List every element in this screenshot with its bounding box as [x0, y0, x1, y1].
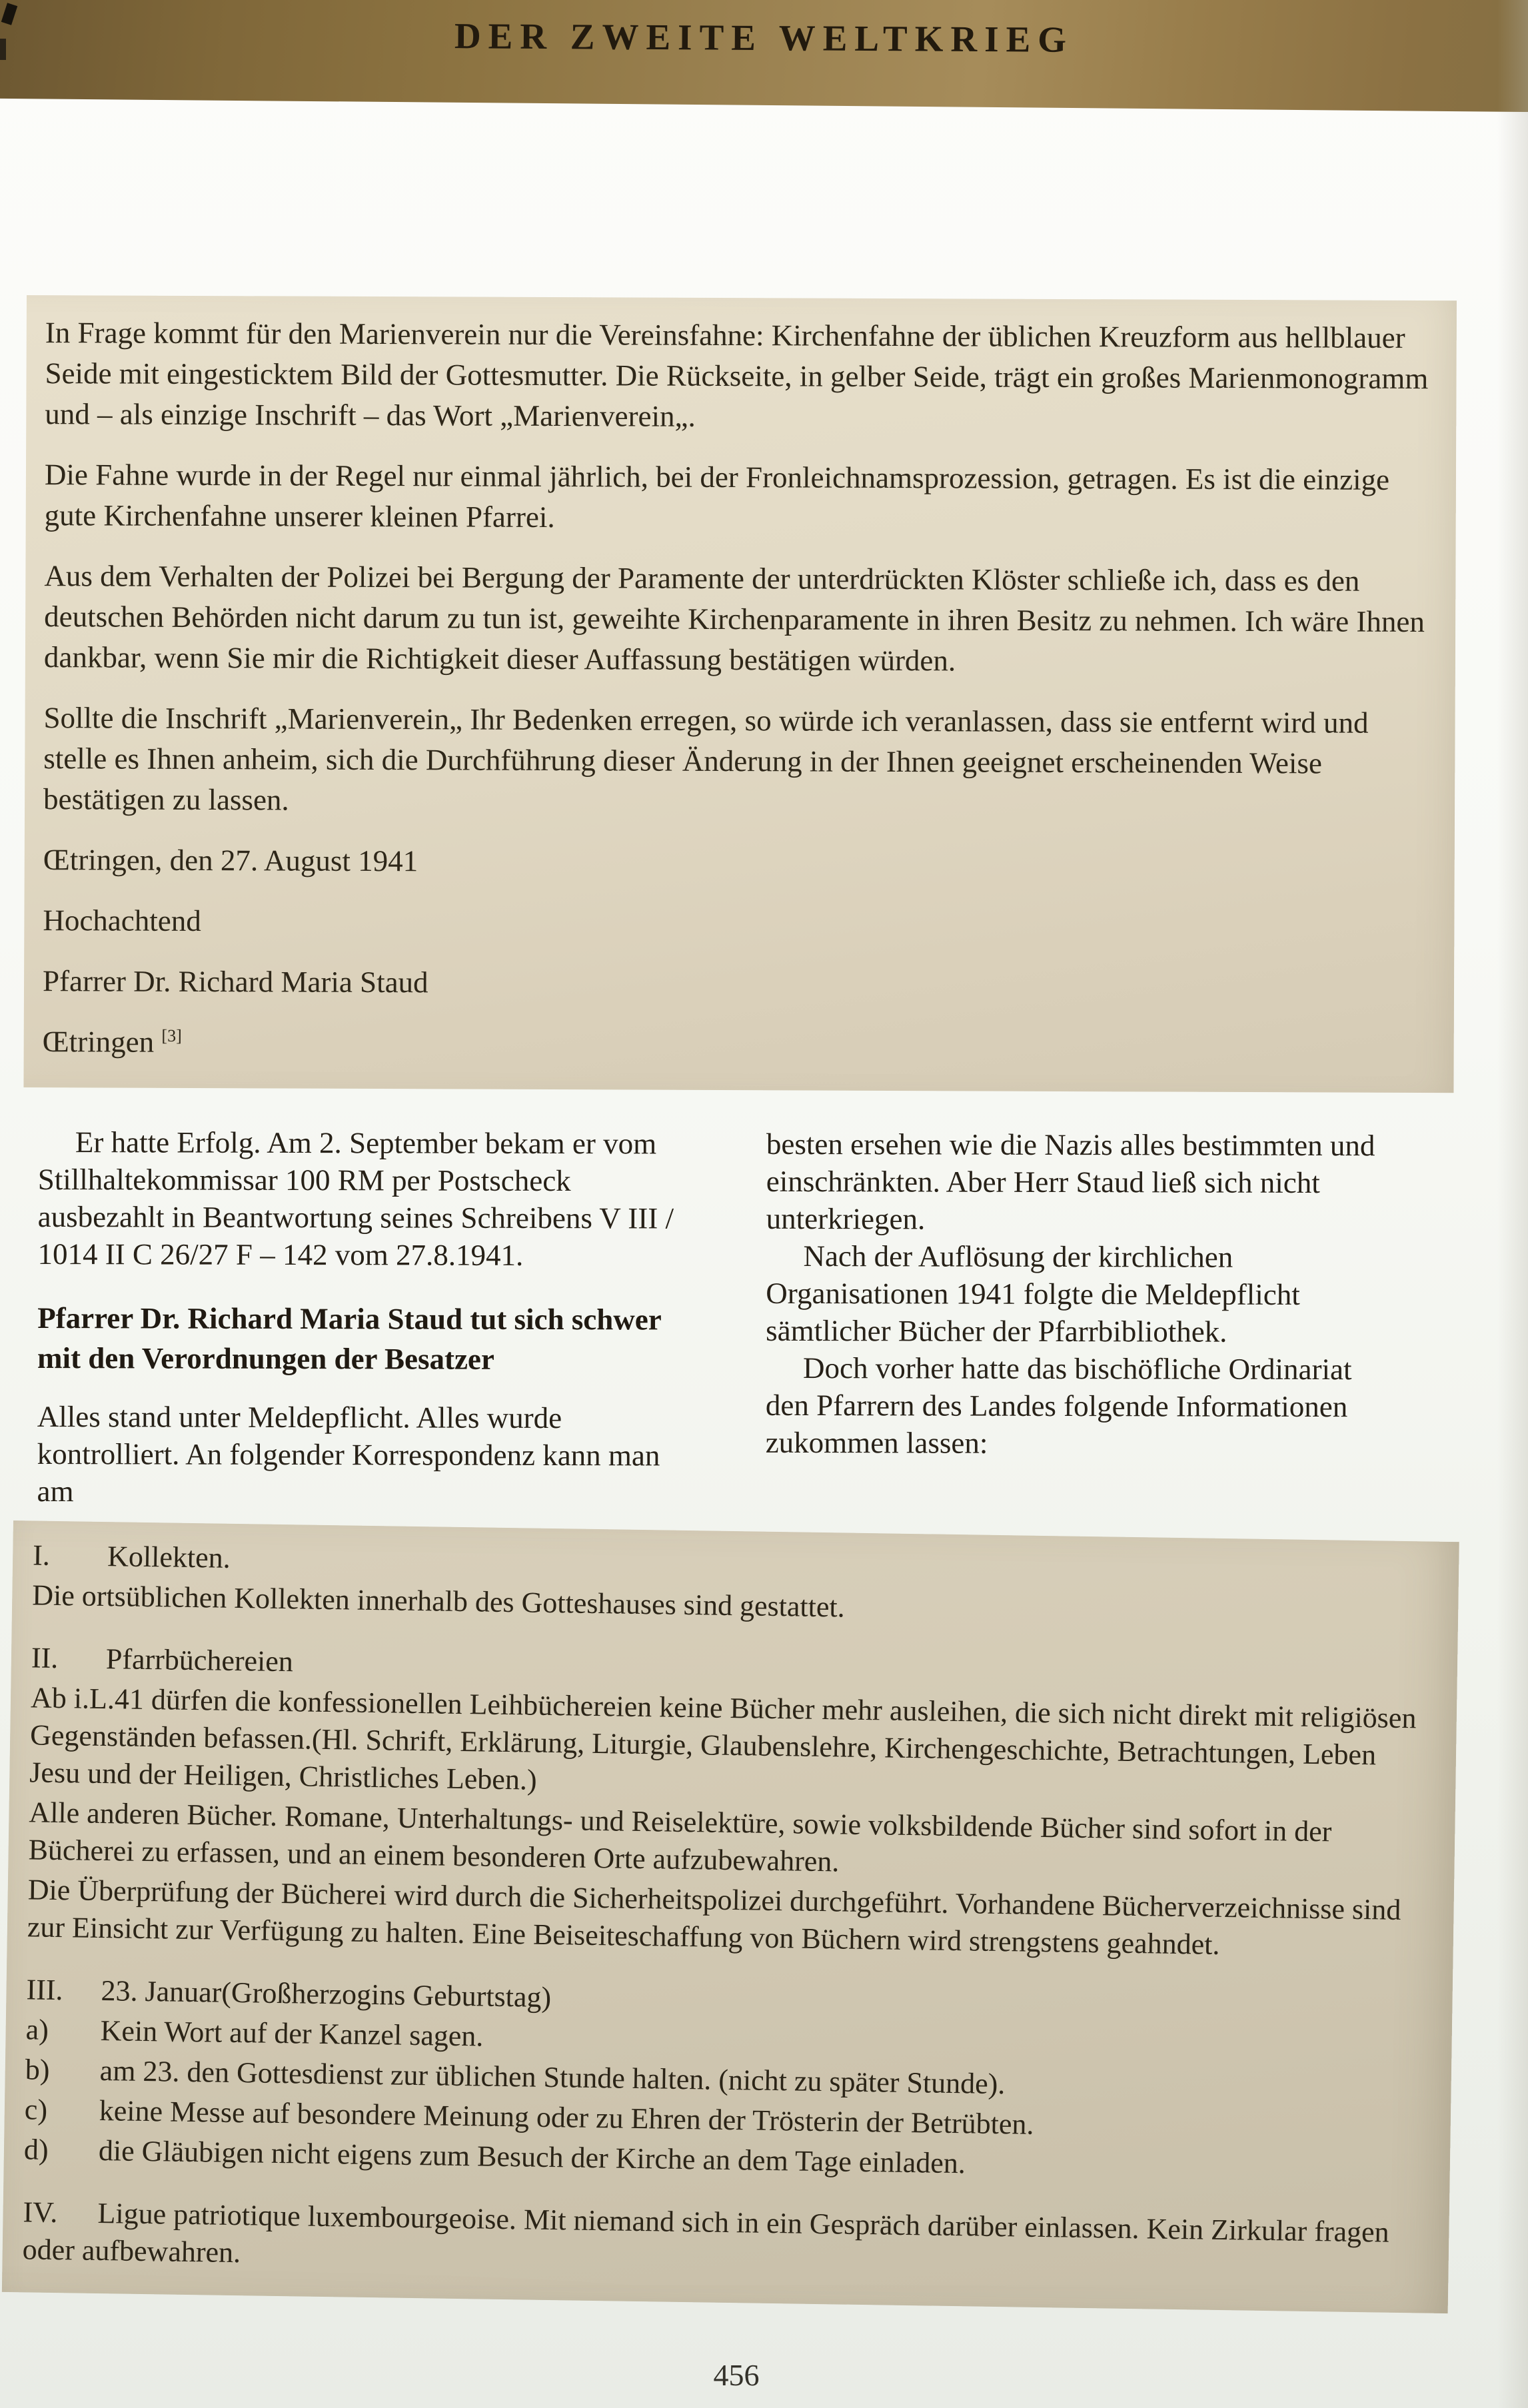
directive-item-text: Ab i.L.41 dürfen die konfessionellen Leihbüchereien keine Bücher mehr ausleihen, die sich nicht direkt mit religiösen Gegenständen befassen.(Hl. Schrift, Erklärung, Liturgie, Glaubenslehre, Kirchengeschichte, Betrachtungen, Leben Jesu und der Heiligen, Christliches Leben.) — [29, 1681, 1417, 1796]
body-paragraph: Alles stand unter Meldepflicht. Alles wurde kontrolliert. An folgender Korrespondenz kann man am — [37, 1399, 660, 1508]
letter-date-line: Œtringen, den 27. August 1941 — [43, 843, 418, 878]
directive-item-text: Die Überprüfung der Bücherei wird durch die Sicherheitspolizei durchgeführt. Vorhandene Bücherverzeichnisse sind zur Einsicht zur Verfügung zu halten. Eine Beiseiteschaffung von Büchern wird strengstens geahndet. — [27, 1873, 1401, 1961]
footnote-ref: [3] — [161, 1025, 182, 1045]
directive-item-label: IV. — [23, 2195, 58, 2229]
directive-item-text: Pfarrbüchereien — [105, 1642, 294, 1678]
directive-item-label: II. — [31, 1641, 59, 1675]
two-column-section — [37, 1123, 1397, 1520]
letter-place: Œtringen — [42, 1025, 155, 1059]
directive-item-text: Kollekten. — [107, 1540, 231, 1574]
section-heading: Pfarrer Dr. Richard Maria Staud tut sich schwer mit den Verordnungen der Besatzer — [37, 1301, 662, 1376]
body-paragraph: Doch vorher hatte das bischöfliche Ordinariat den Pfarrern des Landes folgende Informationen zukommen lassen: — [765, 1351, 1352, 1460]
directive-item-text: Alle anderen Bücher. Romane, Unterhaltungs- und Reiselektüre, sowie volksbildende Bücher sind sofort in der Bücherei zu erfassen, und an einem besonderen Orte aufzubewahren. — [28, 1796, 1332, 1878]
directive-item-label: a) — [25, 2013, 49, 2046]
directive-item-text: keine Messe auf besondere Meinung oder zu Ehren der Trösterin der Betrübten. — [99, 2094, 1034, 2141]
body-paragraph: Er hatte Erfolg. Am 2. September bekam er vom Stillhaltekommissar 100 RM per Postscheck ausbezahlt in Beantwortung seines Schreibens V III / 1014 II C 26/27 F – 142 vom 27.8.1941. — [37, 1125, 674, 1272]
directive-item-label: I. — [32, 1538, 51, 1572]
letter-place-line — [43, 1021, 1431, 1067]
directive-row — [22, 2193, 1419, 2289]
body-paragraph: besten ersehen wie die Nazis alles bestimmten und einschränkten. Aber Herr Staud ließ sich nicht unterkriegen. — [766, 1127, 1375, 1236]
column-left — [37, 1123, 676, 1512]
letter-quote-block — [23, 295, 1457, 1093]
directive-item-label: III. — [26, 1973, 63, 2007]
letter-paragraph: Aus dem Verhalten der Polizei bei Bergung der Paramente der unterdrückten Klöster schließe ich, dass es den deutschen Behörden nicht darum zu tun ist, geweihte Kirchenparamente in ihren Besitz zu nehmen. Ich wäre Ihnen dankbar, wenn Sie mir die Richtigkeit dieser Auffassung bestätigen würden. — [43, 559, 1425, 678]
directive-item-text: die Gläubigen nicht eigens zum Besuch der Kirche an dem Tage einladen. — [98, 2134, 966, 2180]
directive-body — [22, 1536, 1429, 2289]
directive-item-text: Ligue patriotique luxembourgeoise. Mit niemand sich in ein Gespräch darüber einlassen. Kein Zirkular fragen oder aufbewahren. — [22, 2196, 1390, 2269]
directive-item-label: b) — [25, 2053, 50, 2086]
letter-signer: Pfarrer Dr. Richard Maria Staud — [42, 964, 428, 999]
letter-paragraph: Sollte die Inschrift „Marienverein„ Ihr Bedenken erregen, so würde ich veranlassen, dass sie entfernt wird und stelle es Ihnen anheim, sich die Durchführung dieser Änderung in der Ihnen geeignet erscheinenden Weise bestätigen zu lassen. — [43, 701, 1369, 817]
page-edge-shading — [1497, 0, 1528, 2408]
chapter-title: DER ZWEITE WELTKRIEG — [454, 15, 1074, 60]
letter-body — [43, 312, 1434, 825]
letter-paragraph: In Frage kommt für den Marienverein nur die Vereinsfahne: Kirchenfahne der üblichen Kreuzform aus hellblauer Seide mit eingesticktem Bild der Gottesmutter. Die Rückseite, in gelber Seide, trägt ein großes Marienmonogramm und – als einzige Inschrift – das Wort „Marienverein„. — [45, 316, 1429, 433]
directive-quote-block — [2, 1520, 1459, 2313]
directive-row — [29, 1679, 1427, 1812]
directive-item-text: am 23. den Gottesdienst zur üblichen Stunde halten. (nicht zu später Stunde). — [99, 2054, 1006, 2101]
column-right — [766, 1125, 1398, 1463]
directive-item-text: 23. Januar(Großherzogins Geburtstag) — [101, 1974, 552, 2014]
letter-closing: Hochachtend — [43, 903, 201, 938]
body-paragraph: Nach der Auflösung der kirchlichen Organisationen 1941 folgte die Meldepflicht sämtlicher Bücher der Pfarrbibliothek. — [766, 1239, 1300, 1349]
directive-item-text: Die ortsüblichen Kollekten innerhalb des Gotteshauses sind gestattet. — [31, 1578, 846, 1624]
directive-item-text: Kein Wort auf der Kanzel sagen. — [100, 2014, 484, 2053]
directive-item-label: c) — [24, 2093, 48, 2126]
letter-paragraph: Die Fahne wurde in der Regel nur einmal jährlich, bei der Fronleichnamsprozession, getragen. Es ist die einzige gute Kirchenfahne unserer kleinen Pfarrei. — [44, 458, 1390, 534]
page-number: 456 — [713, 2358, 760, 2392]
directive-item-label: d) — [23, 2133, 49, 2166]
